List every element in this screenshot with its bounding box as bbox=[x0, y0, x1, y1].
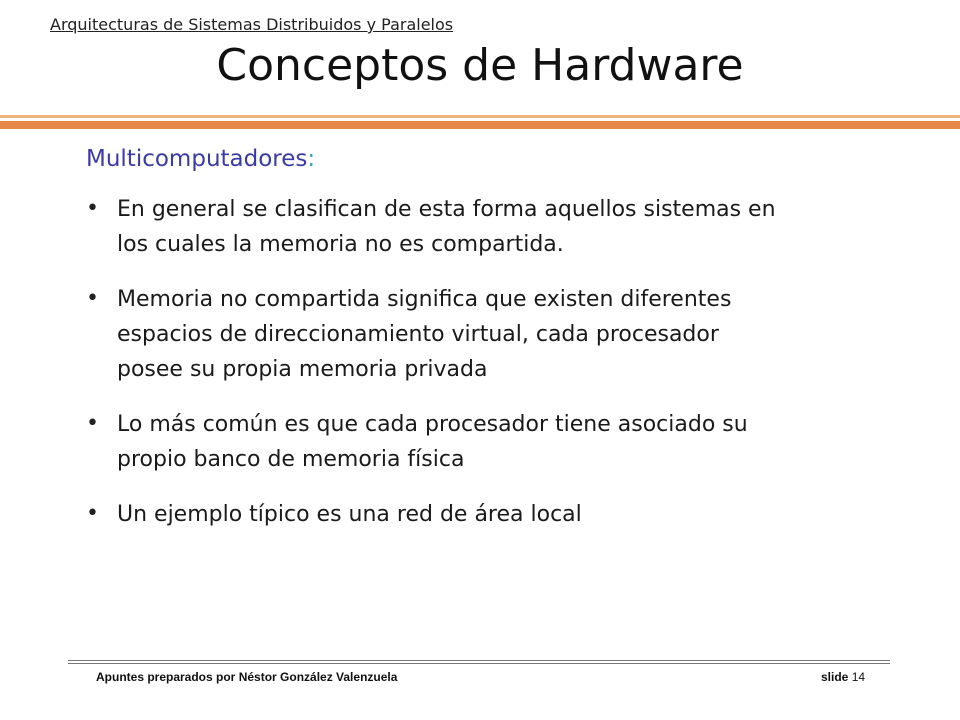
bullet-line: En general se clasifican de esta forma aquellos sistemas en bbox=[117, 197, 776, 222]
bullet-icon: • bbox=[86, 286, 99, 311]
bullet-item bbox=[86, 282, 886, 387]
page-title: Conceptos de Hardware bbox=[216, 40, 744, 91]
bullet-text bbox=[117, 497, 582, 532]
header-divider bbox=[0, 121, 960, 129]
bullet-line: Lo más común es que cada procesador tiene asociado su bbox=[117, 412, 748, 437]
bullet-icon: • bbox=[86, 196, 99, 221]
section-title-colon: : bbox=[307, 146, 316, 172]
bullet-text bbox=[117, 192, 776, 262]
slide-number-value: 14 bbox=[851, 670, 866, 684]
bullet-text bbox=[117, 407, 748, 477]
bullet-icon: • bbox=[86, 501, 99, 526]
bullet-item bbox=[86, 407, 886, 477]
bullet-list bbox=[86, 192, 886, 552]
bullet-line: propio banco de memoria física bbox=[117, 447, 465, 472]
bullet-item bbox=[86, 192, 886, 262]
slide-label: slide bbox=[821, 670, 849, 684]
header-divider-light bbox=[0, 115, 960, 118]
bullet-line: Memoria no compartida significa que existen diferentes bbox=[117, 287, 732, 312]
footer-divider bbox=[68, 660, 890, 661]
bullet-line: Un ejemplo típico es una red de área local bbox=[117, 502, 582, 527]
footer-credit: Apuntes preparados por Néstor González Valenzuela bbox=[96, 670, 398, 684]
section-title-text: Multicomputadores bbox=[86, 146, 308, 172]
course-title-link[interactable]: Arquitecturas de Sistemas Distribuidos y Paralelos bbox=[50, 15, 454, 34]
section-title bbox=[86, 146, 315, 172]
bullet-item bbox=[86, 497, 886, 532]
bullet-line: los cuales la memoria no es compartida. bbox=[117, 232, 564, 257]
footer-divider bbox=[68, 663, 890, 664]
bullet-line: posee su propia memoria privada bbox=[117, 357, 488, 382]
bullet-line: espacios de direccionamiento virtual, cada procesador bbox=[117, 322, 719, 347]
bullet-text bbox=[117, 282, 731, 387]
slide-number bbox=[821, 670, 865, 684]
bullet-icon: • bbox=[86, 411, 99, 436]
